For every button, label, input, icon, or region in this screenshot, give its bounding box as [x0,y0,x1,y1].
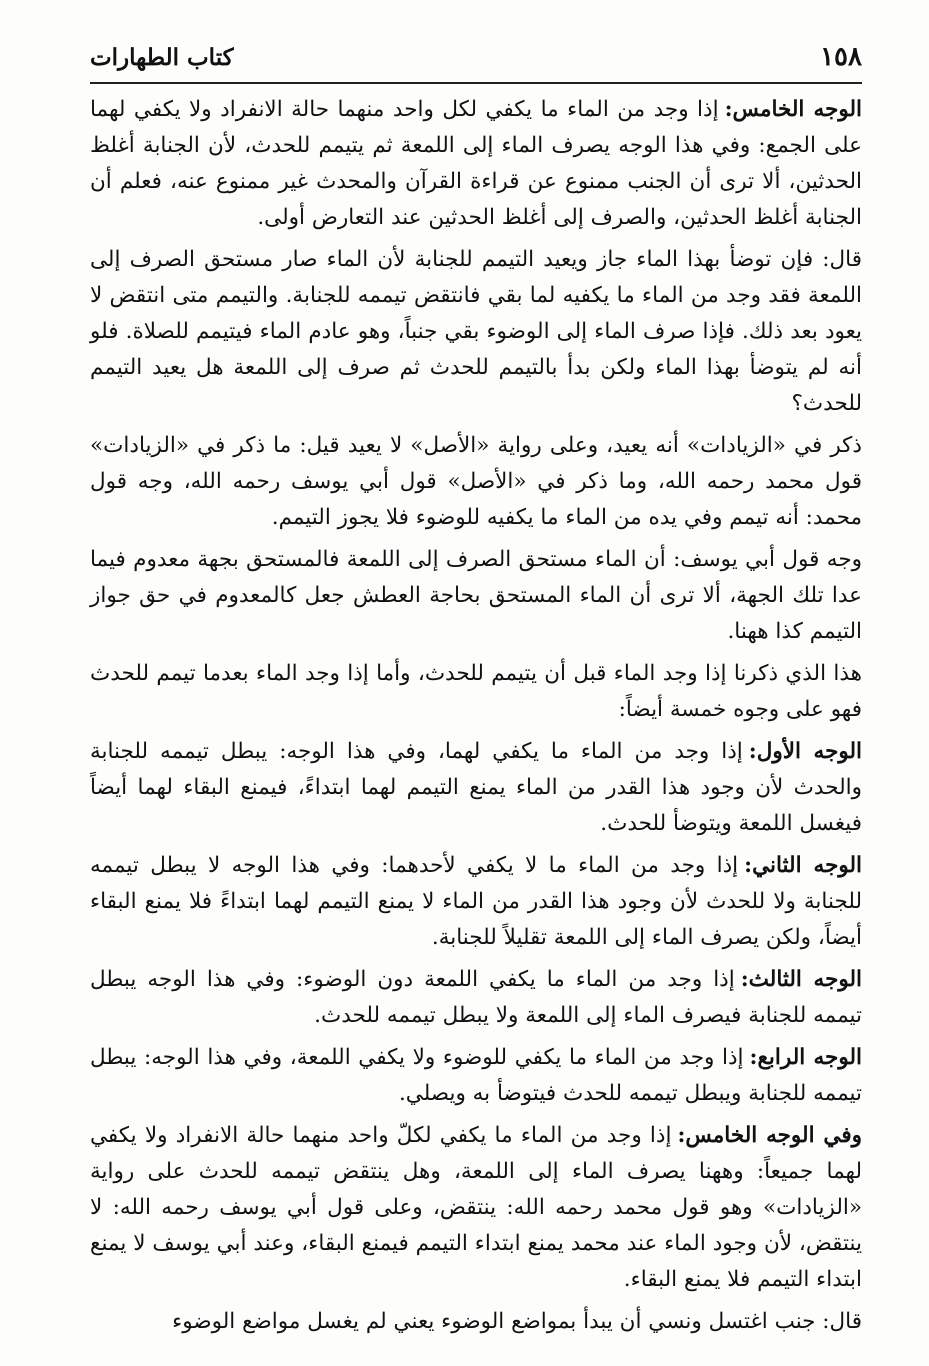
paragraph-text: إذا وجد من الماء ما لا يكفي لأحدهما: وفي هذا الوجه لا يبطل تيممه للجنابة ولا للحدث لأن وجود هذا القدر من الماء لا يمنع التيمم لهما ابتداءً فلا يمنع البقاء أيضاً، ولكن يصرف الماء إلى اللمعة تقليلاً للجنابة. [90,853,862,950]
paragraph-text: ذكر في «الزيادات» أنه يعيد، وعلى رواية «الأصل» لا يعيد قيل: ما ذكر في «الزيادات» قول محمد رحمه الله، وما ذكر في «الأصل» قول أبي يوسف رحمه الله، وجه قول محمد: أنه تيمم وفي يده من الماء ما يكفيه للوضوء فلا يجوز التيمم. [90,433,862,530]
paragraph-text: إذا وجد من الماء ما يكفي لكلّ واحد منهما حالة الانفراد ولا يكفي لهما جميعاً: وههنا يصرف الماء إلى اللمعة، وهل ينتقض تيممه للحدث على رواية «الزيادات» وهو قول محمد رحمه الله: ينتقض، وعلى قول أبي يوسف رحمه الله: لا ينتقض، لأن وجود الماء عند محمد يمنع ابتداء التيمم فيمنع البقاء، وعند أبي يوسف لا يمنع ابتداء التيمم فلا يمنع البقاء. [90,1123,862,1292]
paragraph-text: إذا وجد من الماء ما يكفي للوضوء ولا يكفي اللمعة، وفي هذا الوجه: يبطل تيممه للجنابة ويبطل تيممه للحدث فيتوضأ به ويصلي. [90,1045,862,1106]
paragraph [90,1040,862,1112]
section-heading: الوجه الخامس: [724,97,862,122]
paragraph [90,962,862,1034]
paragraph [90,1304,862,1340]
paragraph-text: إذا وجد من الماء ما يكفي لكل واحد منهما حالة الانفراد ولا يكفي لهما على الجمع: وفي هذا الوجه يصرف الماء إلى اللمعة ثم يتيمم للحدث، لأن الجنابة أغلظ الحدثين، ألا ترى أن الجنب ممنوع عن قراءة القرآن والمحدث غير ممنوع عنه، فعلم أن الجنابة أغلظ الحدثين، والصرف إلى أغلظ الحدثين عند التعارض أولى. [90,97,862,230]
paragraph-text: قال: جنب اغتسل ونسي أن يبدأ بمواضع الوضوء يعني لم يغسل مواضع الوضوء [172,1309,862,1334]
section-heading: وفي الوجه الخامس: [677,1123,862,1148]
paragraph [90,656,862,728]
paragraph-text: هذا الذي ذكرنا إذا وجد الماء قبل أن يتيمم للحدث، وأما إذا وجد الماء بعدما تيمم للحدث فهو على وجوه خمسة أيضاً: [90,661,862,722]
paragraph-text: قال: فإن توضأ بهذا الماء جاز ويعيد التيمم للجنابة لأن الماء صار مستحق الصرف إلى اللمعة فقد وجد من الماء ما يكفيه لما بقي فانتقض تيممه للجنابة. والتيمم متى انتقض لا يعود بعد ذلك. فإذا صرف الماء إلى الوضوء بقي جنباً، وهو عادم الماء فيتيمم للصلاة. فلو أنه لم يتوضأ بهذا الماء ولكن بدأ بالتيمم للحدث ثم صرف إلى اللمعة هل يعيد التيمم للحدث؟ [90,247,862,416]
paragraph [90,92,862,236]
paragraph [90,1118,862,1298]
paragraph-text: وجه قول أبي يوسف: أن الماء مستحق الصرف إلى اللمعة فالمستحق بجهة معدوم فيما عدا تلك الجهة، ألا ترى أن الماء المستحق بحاجة العطش جعل كالمعدوم في حق جواز التيمم كذا ههنا. [90,547,862,644]
section-heading: الوجه الثاني: [744,853,862,878]
book-title: كتاب الطهارات [90,44,234,71]
paragraph [90,542,862,650]
paragraph [90,848,862,956]
page-number: ١٥٨ [820,42,862,72]
paragraph [90,242,862,422]
paragraph-text: إذا وجد من الماء ما يكفي لهما، وفي هذا الوجه: يبطل تيممه للجنابة والحدث لأن وجود هذا القدر من الماء يمنع التيمم لهما ابتداءً، فيمنع البقاء لهما أيضاً فيغسل اللمعة ويتوضأ للحدث. [90,739,862,836]
page-body [90,92,862,1346]
paragraph-text: إذا وجد من الماء ما يكفي اللمعة دون الوضوء: وفي هذا الوجه يبطل تيممه للجنابة فيصرف الماء إلى اللمعة ولا يبطل تيممه للحدث. [90,967,862,1028]
header-divider [90,82,862,84]
section-heading: الوجه الثالث: [740,967,862,992]
paragraph [90,428,862,536]
section-heading: الوجه الرابع: [749,1045,862,1070]
section-heading: الوجه الأول: [748,739,862,764]
running-header [90,40,862,80]
paragraph [90,734,862,842]
